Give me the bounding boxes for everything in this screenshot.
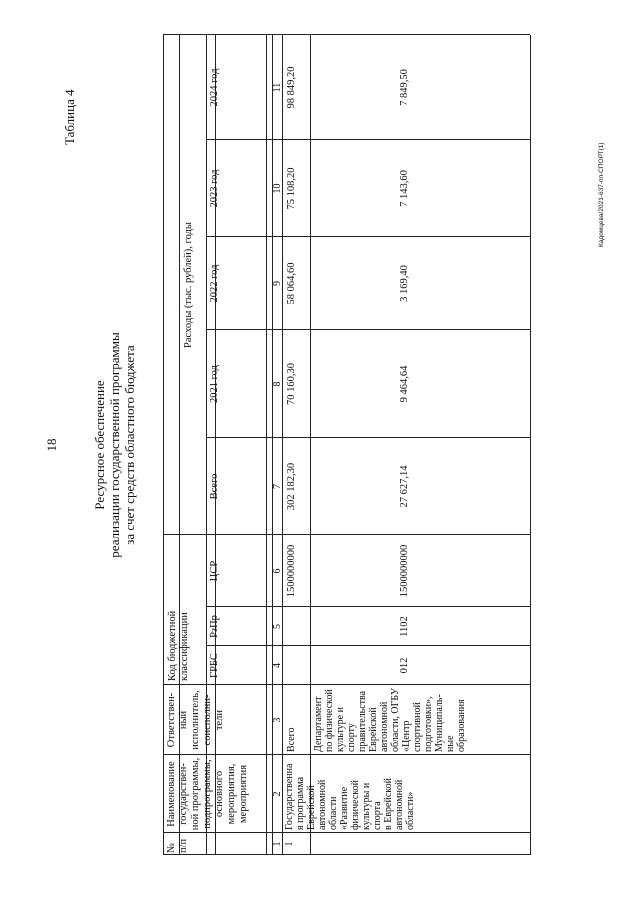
header-name-line: ной программы, bbox=[190, 757, 201, 831]
program-name-line: Еврейской bbox=[306, 785, 317, 830]
dept-executor-line: Еврейской bbox=[368, 707, 379, 752]
footer-note: Кадомцева/2021-637-пп-СПОРТ(1) bbox=[598, 142, 605, 247]
grid-line bbox=[163, 832, 530, 833]
dept-executor-line: культуре и bbox=[335, 707, 346, 752]
header-executor bbox=[166, 686, 226, 754]
dept-executor-line: спорту bbox=[346, 723, 357, 752]
header-grbs: ГРБС bbox=[209, 653, 220, 678]
program-name-line: я программа bbox=[295, 776, 306, 830]
title-line: Ресурсное обеспечение bbox=[92, 380, 107, 510]
total-2021: 70 160,30 bbox=[286, 363, 297, 405]
header-2022: 2022 год bbox=[209, 264, 220, 303]
header-name-line: Наименование bbox=[166, 761, 177, 827]
dept-executor-line: по физической bbox=[324, 689, 335, 752]
header-name bbox=[166, 756, 250, 832]
header-executor-line: соисполни- bbox=[202, 694, 213, 746]
grid-line bbox=[163, 754, 530, 755]
total-2022: 58 064,60 bbox=[286, 262, 297, 305]
dept-executor-line: образования bbox=[456, 699, 467, 752]
header-name-line: мероприятия, bbox=[226, 763, 237, 825]
header-expenses: Расходы (тыс. рублей), годы bbox=[183, 222, 194, 348]
header-rzpr: РзПр bbox=[209, 615, 220, 638]
header-budget-code-line: Код бюджетной bbox=[167, 610, 178, 681]
page-number: 18 bbox=[44, 438, 59, 452]
total-sum: 302 182,30 bbox=[286, 462, 297, 511]
dept-rzpr: 1102 bbox=[399, 616, 410, 637]
program-name-line: физической bbox=[350, 780, 361, 830]
header-name-line: основного bbox=[214, 770, 225, 818]
dept-2023: 7 143,60 bbox=[399, 170, 410, 207]
header-csr: ЦСР bbox=[209, 560, 220, 582]
dept-executor-line: правительства bbox=[357, 690, 368, 752]
total-executor: Всего bbox=[286, 727, 297, 752]
title-line: за счет средств областного бюджета bbox=[122, 345, 137, 545]
row-number: 1 bbox=[284, 841, 295, 847]
total-2024: 98 849,20 bbox=[286, 66, 297, 109]
dept-executor-line: подготовки», bbox=[423, 696, 434, 752]
grid-line bbox=[530, 35, 531, 855]
col-number: 3 bbox=[272, 717, 283, 723]
dept-executor-line: области, ОГБУ bbox=[390, 688, 401, 752]
header-name-line: мероприятия bbox=[238, 764, 249, 824]
header-total: Всего bbox=[209, 473, 220, 500]
col-number: 4 bbox=[272, 663, 283, 668]
dept-csr: 1500000000 bbox=[399, 544, 410, 598]
table-label: Таблица 4 bbox=[62, 89, 77, 145]
header-executor-line: исполнитель, bbox=[190, 690, 201, 750]
program-name-line: автономной bbox=[394, 779, 405, 830]
header-budget-code bbox=[167, 536, 191, 681]
dept-executor-line: ные bbox=[445, 735, 456, 752]
dept-sum: 27 627,14 bbox=[399, 465, 410, 508]
total-2023: 75 108,20 bbox=[286, 167, 297, 210]
program-name-line: культуры и bbox=[361, 782, 372, 830]
col-number: 11 bbox=[272, 82, 283, 93]
dept-executor-line: автономной bbox=[379, 701, 390, 752]
header-name-line: подпрограммы, bbox=[202, 759, 213, 829]
header-budget-code-line: классификации bbox=[179, 612, 190, 681]
dept-executor-line: спортивной bbox=[412, 702, 423, 752]
grid-line bbox=[206, 606, 530, 607]
grid-line bbox=[206, 329, 530, 330]
header-executor-line: ный bbox=[178, 710, 189, 730]
dept-executor-line: Муниципаль- bbox=[434, 694, 445, 752]
grid-line bbox=[206, 645, 530, 646]
title-line: реализации государственной программы bbox=[107, 332, 122, 558]
program-name-line: области» bbox=[405, 791, 416, 830]
dept-2024: 7 849,50 bbox=[399, 69, 410, 106]
grid-line bbox=[206, 437, 530, 438]
program-name-line: области bbox=[328, 796, 339, 830]
header-2021: 2021 год bbox=[209, 365, 220, 403]
dept-executor bbox=[313, 687, 467, 752]
dept-2022: 3 169,40 bbox=[399, 265, 410, 302]
col-number: 9 bbox=[272, 281, 283, 286]
dept-executor-line: «Центр bbox=[401, 720, 412, 752]
program-name-line: спорта bbox=[372, 801, 383, 830]
col-number: 6 bbox=[272, 568, 283, 574]
grid-line bbox=[163, 35, 164, 855]
header-executor-line: Ответствен- bbox=[166, 692, 177, 748]
title-block bbox=[92, 215, 137, 675]
dept-2021: 9 464,64 bbox=[399, 365, 410, 403]
grid-line bbox=[206, 139, 530, 140]
grid-line bbox=[206, 236, 530, 237]
dept-grbs: 012 bbox=[399, 657, 410, 674]
col-number: 5 bbox=[272, 624, 283, 629]
col-number: 2 bbox=[272, 791, 283, 797]
col-number: 10 bbox=[272, 183, 283, 194]
col-number: 8 bbox=[272, 381, 283, 387]
program-name-line: автономной bbox=[317, 779, 328, 830]
header-executor-line: тели bbox=[214, 709, 225, 731]
header-name-line: государствен- bbox=[178, 763, 189, 825]
header-2023: 2023 год bbox=[209, 169, 220, 208]
grid-line bbox=[266, 35, 267, 855]
program-name-line: «Развитие bbox=[339, 786, 350, 830]
total-csr: 1500000000 bbox=[286, 544, 297, 598]
header-num: № п/п bbox=[166, 838, 189, 853]
grid-line bbox=[163, 854, 530, 855]
program-name-line: Государственна bbox=[284, 763, 295, 830]
col-number: 1 bbox=[272, 841, 283, 847]
program-name-line: в Еврейской bbox=[383, 778, 394, 830]
grid-line bbox=[310, 35, 311, 855]
dept-executor-line: Департамент bbox=[313, 696, 324, 752]
header-2024: 2024 год bbox=[209, 68, 220, 107]
col-number: 7 bbox=[272, 484, 283, 489]
program-name bbox=[284, 756, 416, 830]
